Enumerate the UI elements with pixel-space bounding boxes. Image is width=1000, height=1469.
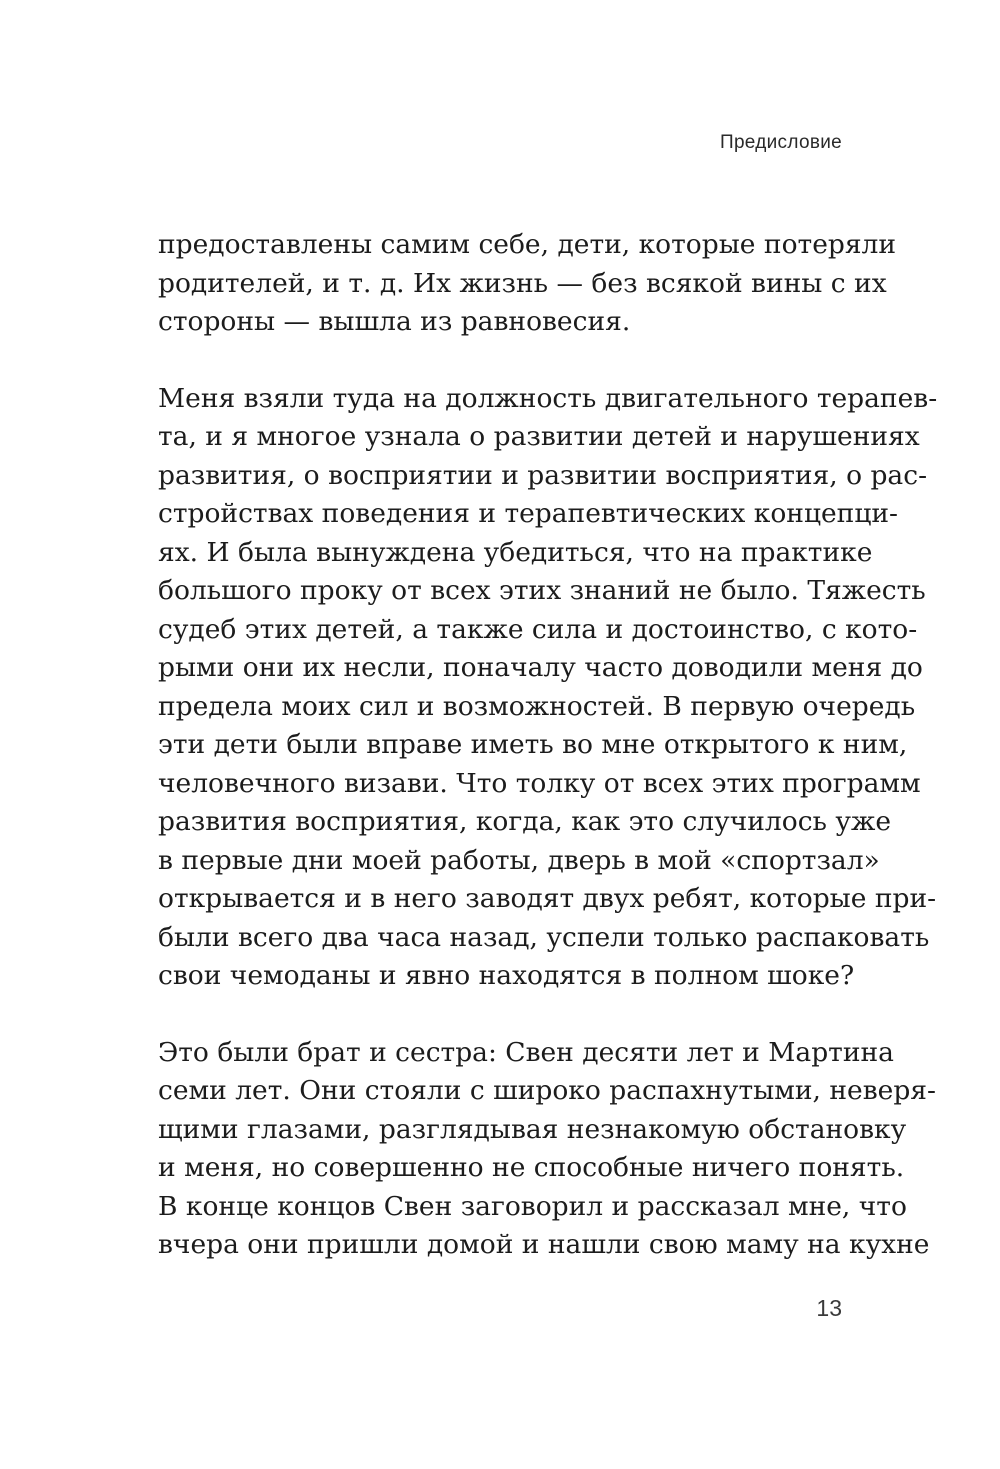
text-line: стороны — вышла из равновесия. bbox=[158, 306, 631, 337]
text-line: щими глазами, разглядывая незнакомую обстановку bbox=[158, 1113, 907, 1145]
text-line: ях. И была вынуждена убедиться, что на практике bbox=[158, 536, 873, 568]
text-line: и меня, но совершенно не способные ничего понять. bbox=[158, 1152, 905, 1183]
text-line: в первые дни моей работы, дверь в мой «спортзал» bbox=[158, 844, 880, 876]
text-line: вчера они пришли домой и нашли свою маму на кухне bbox=[158, 1229, 930, 1260]
text-line: рыми они их несли, поначалу часто доводили меня до bbox=[158, 652, 923, 683]
text-line: свои чемоданы и явно находятся в полном шоке? bbox=[158, 960, 855, 991]
text-line: та, и я многое узнала о развитии детей и нарушениях bbox=[158, 421, 920, 452]
text-line: стройствах поведения и терапевтических концепци- bbox=[158, 498, 898, 529]
paragraph bbox=[158, 226, 897, 342]
page-number: 13 bbox=[816, 1295, 842, 1321]
text-line: семи лет. Они стояли с широко распахнутыми, неверя- bbox=[158, 1075, 936, 1106]
text-line: В конце концов Свен заговорил и рассказал мне, что bbox=[158, 1190, 907, 1222]
text-line: предела моих сил и возможностей. В первую очередь bbox=[158, 690, 916, 722]
running-head: Предисловие bbox=[719, 132, 842, 153]
text-line: были всего два часа назад, успели только распаковать bbox=[158, 921, 930, 953]
paragraph bbox=[158, 380, 938, 996]
text-line: Это были брат и сестра: Свен десяти лет и Мартина bbox=[158, 1036, 894, 1068]
body-text bbox=[158, 226, 938, 1303]
text-line: открывается и в него заводят двух ребят, которые при- bbox=[158, 883, 937, 914]
text-line: судеб этих детей, а также сила и достоинство, с кото- bbox=[158, 613, 918, 645]
text-line: развития восприятия, когда, как это случилось уже bbox=[158, 806, 892, 837]
text-line: Меня взяли туда на должность двигательного терапев- bbox=[158, 382, 938, 414]
text-line: человечного визави. Что толку от всех этих программ bbox=[158, 767, 921, 799]
text-line: развития, о восприятии и развитии восприятия, о рас- bbox=[158, 459, 928, 491]
text-line: предоставлены самим себе, дети, которые потеряли bbox=[158, 229, 897, 260]
text-line: родителей, и т. д. Их жизнь — без всякой вины с их bbox=[158, 267, 887, 299]
text-line: большого проку от всех этих знаний не было. Тяжесть bbox=[158, 575, 926, 606]
text-line: эти дети были вправе иметь во мне открытого к ним, bbox=[158, 729, 908, 760]
paragraph bbox=[158, 1034, 936, 1265]
